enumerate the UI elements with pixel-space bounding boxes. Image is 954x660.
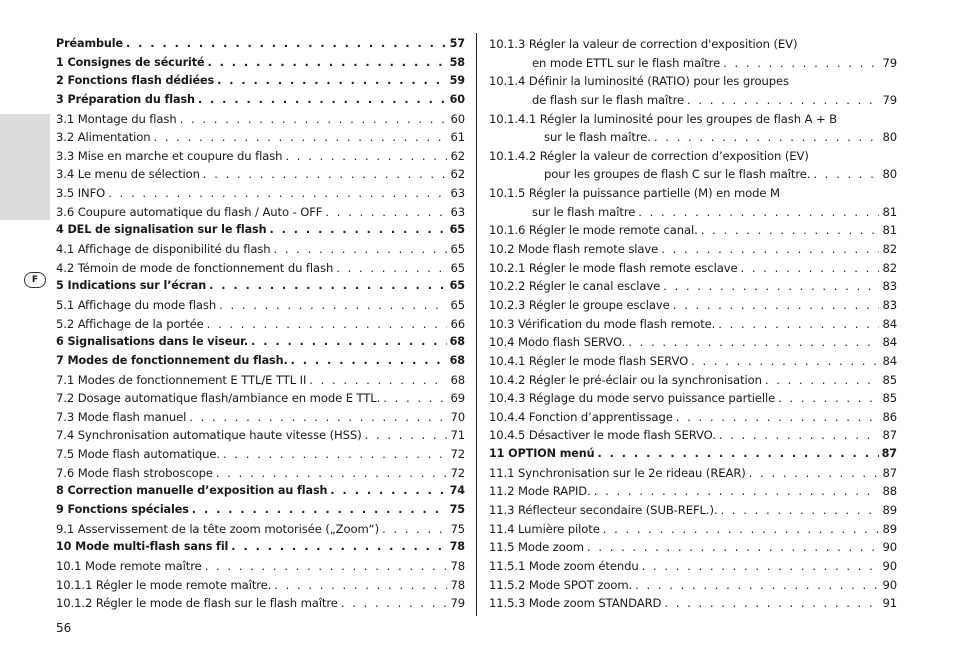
toc-entry-title: sur le flash maître.	[544, 130, 651, 145]
toc-entry-page: 90	[882, 558, 897, 573]
toc-entry-page: 83	[882, 297, 897, 312]
toc-dot-leader	[603, 520, 880, 539]
toc-entry-title: 10.1.4 Définir la luminosité (RATIO) pour les groupes	[489, 74, 789, 89]
toc-entry-title: 10.1.4.1 Régler la luminosité pour les groupes de flash A + B	[489, 111, 838, 126]
toc-entry[interactable]	[489, 426, 897, 445]
toc-dot-leader	[594, 482, 880, 501]
toc-entry-title: 7 Modes de fonctionnement du flash.	[56, 353, 288, 367]
toc-dot-leader	[663, 277, 879, 296]
toc-entry-title: 10.4.2 Régler le pré-éclair ou la synchronisation	[489, 372, 762, 387]
language-side-tab	[0, 114, 50, 285]
toc-entry-page: 65	[450, 297, 465, 312]
toc-entry-title: 1 Consignes de sécurité	[56, 55, 205, 69]
toc-entry-page: 71	[450, 428, 465, 443]
toc-entry[interactable]	[56, 371, 465, 390]
toc-entry-title: 7.1 Modes de fonctionnement E TTL/E TTL II	[56, 372, 307, 387]
toc-entry[interactable]	[56, 91, 465, 110]
toc-entry-page: 72	[450, 465, 465, 480]
toc-entry-page: 90	[882, 540, 897, 555]
toc-entry-title: 10.4.3 Réglage du mode servo puissance partielle	[489, 391, 776, 406]
toc-entry[interactable]	[56, 221, 465, 240]
toc-entry-title: 3.6 Coupure automatique du flash / Auto - OFF	[56, 204, 323, 219]
toc-entry-title: 11.5.3 Mode zoom STANDARD	[489, 596, 662, 611]
toc-dot-leader	[325, 203, 447, 222]
toc-dot-leader	[126, 35, 447, 54]
toc-entry[interactable]	[56, 240, 465, 259]
toc-entry-title: 3.4 Le menu de sélection	[56, 167, 200, 182]
toc-entry[interactable]	[56, 426, 465, 445]
toc-dot-leader	[207, 54, 446, 73]
toc-entry-page: 81	[882, 223, 897, 238]
toc-entry-page: 89	[882, 503, 897, 517]
toc-right-column	[489, 35, 897, 613]
toc-entry-title: 11.3 Réflecteur secondaire (SUB-REFL.).	[489, 503, 718, 517]
toc-dot-leader	[778, 389, 879, 408]
toc-entry-page: 63	[450, 204, 465, 219]
toc-entry-page: 62	[450, 167, 465, 182]
toc-dot-leader	[741, 259, 880, 278]
toc-entry-page: 68	[449, 335, 465, 349]
toc-entry[interactable]	[56, 520, 465, 539]
toc-entry-title: 7.4 Synchronisation automatique haute vitesse (HSS)	[56, 428, 362, 443]
toc-entry-title: pour les groupes de flash C sur le flash maître.	[544, 167, 811, 182]
toc-entry[interactable]	[489, 501, 897, 520]
toc-entry-title: 10.4.5 Désactiver le mode flash SERVO.	[489, 428, 716, 443]
toc-entry-page: 82	[882, 260, 897, 275]
toc-entry-title: 10.1.4.2 Régler la valeur de correction d’exposition (EV)	[489, 148, 809, 163]
toc-entry[interactable]	[489, 110, 897, 129]
toc-dot-leader	[720, 501, 879, 520]
toc-dot-leader	[718, 315, 879, 334]
toc-entry[interactable]	[489, 408, 897, 427]
toc-entry-title: 8 Correction manuelle d’exposition au flash	[56, 484, 328, 498]
toc-entry-title: 10.4 Modo flash SERVO.	[489, 335, 626, 350]
toc-dot-leader	[251, 333, 447, 352]
toc-entry[interactable]	[56, 184, 465, 203]
toc-entry[interactable]	[489, 35, 897, 54]
toc-entry-title: 4 DEL de signalisation sur le flash	[56, 223, 267, 237]
toc-entry-title: 10.4.1 Régler le mode flash SERVO	[489, 353, 689, 368]
toc-dot-leader	[635, 576, 879, 595]
toc-entry-page: 65	[449, 223, 465, 237]
toc-entry-page: 75	[450, 521, 465, 536]
toc-entry-title: 2 Fonctions flash dédiées	[56, 74, 215, 88]
toc-left-column	[56, 35, 465, 613]
toc-entry-page: 80	[882, 130, 897, 145]
toc-entry[interactable]	[489, 128, 897, 147]
toc-entry-title: 3.5 INFO	[56, 186, 106, 201]
toc-dot-leader	[628, 333, 879, 352]
toc-entry-page: 90	[882, 577, 897, 592]
toc-dot-leader	[330, 482, 446, 501]
toc-entry-page: 87	[882, 465, 897, 480]
toc-entry-title: 3.3 Mise en marche et coupure du flash	[56, 148, 283, 163]
toc-dot-leader	[687, 91, 879, 110]
toc-entry-title: 10 Mode multi-flash sans fil	[56, 540, 229, 554]
toc-entry-title: 7.5 Mode flash automatique.	[56, 447, 220, 462]
toc-entry-title: 4.2 Témoin de mode de fonctionnement du flash	[56, 260, 334, 275]
toc-entry[interactable]	[489, 594, 897, 613]
toc-entry[interactable]	[489, 315, 897, 334]
toc-entry[interactable]	[489, 165, 897, 184]
toc-entry-title: 6 Signalisations dans le viseur.	[56, 335, 249, 349]
toc-entry[interactable]	[489, 352, 897, 371]
toc-dot-leader	[203, 165, 448, 184]
toc-entry[interactable]	[56, 296, 465, 315]
toc-entry[interactable]	[56, 352, 465, 371]
toc-dot-leader	[205, 557, 448, 576]
toc-entry[interactable]	[489, 538, 897, 557]
toc-entry-page: 87	[882, 428, 897, 443]
toc-entry[interactable]	[56, 128, 465, 147]
toc-entry[interactable]	[56, 389, 465, 408]
toc-entry[interactable]	[489, 371, 897, 390]
toc-dot-leader	[216, 464, 448, 483]
toc-entry-page: 78	[449, 540, 465, 554]
toc-dot-leader	[336, 259, 447, 278]
toc-entry-page: 62	[450, 148, 465, 163]
toc-entry-page: 61	[450, 130, 465, 145]
toc-dot-leader	[598, 445, 879, 464]
toc-entry-title: 10.2.3 Régler le groupe esclave	[489, 297, 670, 312]
toc-dot-leader	[274, 240, 448, 259]
toc-dot-leader	[219, 296, 447, 315]
toc-entry-page: 60	[450, 111, 465, 126]
toc-dot-leader	[664, 594, 879, 613]
toc-dot-leader	[223, 445, 447, 464]
toc-dot-leader	[749, 464, 880, 483]
toc-entry[interactable]	[56, 594, 465, 613]
toc-dot-leader	[189, 408, 447, 427]
toc-entry-page: 72	[450, 447, 465, 462]
toc-entry-title: 10.1 Mode remote maître	[56, 558, 202, 573]
toc-entry[interactable]	[56, 35, 465, 54]
toc-entry-title: 9.1 Asservissement de la tête zoom motorisée („Zoom“)	[56, 521, 380, 536]
toc-entry-title: 5 Indications sur l’écran	[56, 279, 207, 293]
toc-entry-page: 84	[882, 353, 897, 368]
toc-entry-title: 7.3 Mode flash manuel	[56, 409, 187, 424]
toc-entry-title: en mode ETTL sur le flash maître	[532, 55, 721, 70]
toc-entry-page: 79	[882, 55, 897, 70]
toc-dot-leader	[723, 54, 879, 73]
toc-dot-leader	[341, 594, 448, 613]
toc-entry-page: 74	[449, 484, 465, 498]
toc-dot-leader	[309, 371, 447, 390]
toc-entry-title: 10.1.6 Régler le mode remote canal.	[489, 223, 698, 238]
toc-entry-title: 3.1 Montage du flash	[56, 111, 177, 126]
toc-entry[interactable]	[56, 557, 465, 576]
toc-entry-title: 11 OPTION menú	[489, 447, 595, 461]
toc-dot-leader	[217, 72, 447, 91]
toc-entry[interactable]	[489, 72, 897, 91]
toc-dot-leader	[719, 426, 880, 445]
toc-entry-page: 59	[449, 74, 465, 88]
toc-entry[interactable]	[56, 482, 465, 501]
toc-entry-title: 3.2 Alimentation	[56, 130, 151, 145]
toc-entry-page: 87	[881, 447, 897, 461]
toc-entry[interactable]	[489, 389, 897, 408]
toc-dot-leader	[274, 576, 447, 595]
toc-entry-title: sur le flash maître	[532, 204, 636, 219]
toc-dot-leader	[642, 557, 880, 576]
toc-entry[interactable]	[489, 91, 897, 110]
toc-entry-page: 88	[882, 484, 897, 499]
toc-entry[interactable]	[489, 482, 897, 501]
toc-entry[interactable]	[56, 333, 465, 352]
toc-dot-leader	[192, 501, 447, 520]
toc-entry-page: 84	[882, 335, 897, 350]
toc-entry-title: 11.4 Lumière pilote	[489, 521, 600, 536]
toc-dot-leader	[587, 538, 879, 557]
toc-entry[interactable]	[489, 445, 897, 464]
toc-dot-leader	[291, 352, 447, 371]
toc-entry[interactable]	[56, 203, 465, 222]
toc-entry[interactable]	[56, 445, 465, 464]
toc-entry-title: 10.2.1 Régler le mode flash remote esclave	[489, 260, 738, 275]
toc-entry-page: 69	[450, 391, 465, 406]
toc-entry[interactable]	[489, 464, 897, 483]
toc-entry-page: 80	[882, 167, 897, 182]
toc-entry-title: 5.2 Affichage de la portée	[56, 316, 204, 331]
toc-entry-page: 65	[450, 242, 465, 257]
toc-entry[interactable]	[489, 54, 897, 73]
toc-dot-leader	[285, 147, 447, 166]
toc-dot-leader	[673, 296, 880, 315]
toc-entry-title: 11.5.2 Mode SPOT zoom.	[489, 577, 633, 592]
toc-entry-page: 81	[882, 204, 897, 219]
toc-entry-page: 89	[882, 521, 897, 536]
toc-dot-leader	[661, 240, 879, 259]
toc-entry-page: 65	[449, 279, 465, 293]
toc-entry[interactable]	[56, 72, 465, 91]
toc-dot-leader	[654, 128, 880, 147]
toc-entry[interactable]	[56, 501, 465, 520]
toc-entry-page: 58	[449, 55, 465, 69]
toc-dot-leader	[765, 371, 880, 390]
toc-entry[interactable]	[56, 277, 465, 296]
toc-entry-title: 10.2.2 Régler le canal esclave	[489, 279, 661, 294]
toc-entry-page: 82	[882, 242, 897, 257]
toc-entry-title: 9 Fonctions spéciales	[56, 503, 189, 516]
toc-dot-leader	[207, 315, 448, 334]
toc-entry-title: 10.4.4 Fonction d’apprentissage	[489, 409, 673, 424]
toc-entry-title: de flash sur le flash maître	[532, 92, 685, 107]
toc-entry[interactable]	[56, 315, 465, 334]
toc-entry-page: 78	[450, 577, 465, 592]
toc-dot-leader	[676, 408, 880, 427]
toc-entry-title: 11.1 Synchronisation sur le 2e rideau (REAR)	[489, 465, 746, 480]
toc-dot-leader	[269, 221, 446, 240]
toc-entry-title: 10.1.5 Régler la puissance partielle (M) en mode M	[489, 186, 780, 201]
toc-dot-leader	[180, 110, 448, 129]
toc-entry[interactable]	[56, 147, 465, 166]
toc-entry-page: 78	[450, 558, 465, 573]
toc-entry-page: 66	[450, 316, 465, 331]
toc-entry[interactable]	[56, 464, 465, 483]
toc-entry-page: 75	[449, 503, 465, 516]
toc-entry-title: 5.1 Affichage du mode flash	[56, 297, 217, 312]
toc-entry[interactable]	[56, 576, 465, 595]
toc-entry[interactable]	[489, 259, 897, 278]
toc-entry[interactable]	[489, 557, 897, 576]
toc-entry-page: 79	[882, 92, 897, 107]
toc-entry[interactable]	[489, 520, 897, 539]
toc-entry[interactable]	[489, 221, 897, 240]
toc-entry[interactable]	[489, 184, 897, 203]
toc-entry-title: 10.2 Mode flash remote slave	[489, 242, 659, 257]
language-badge: F	[24, 272, 46, 288]
column-divider	[476, 33, 477, 616]
toc-entry-page: 85	[882, 372, 897, 387]
toc-dot-leader	[209, 277, 447, 296]
toc-entry-title: 4.1 Affichage de disponibilité du flash	[56, 242, 271, 257]
toc-entry-page: 65	[450, 260, 465, 275]
toc-entry[interactable]	[489, 576, 897, 595]
toc-entry-page: 85	[882, 391, 897, 406]
toc-entry[interactable]	[56, 110, 465, 129]
toc-entry[interactable]	[56, 259, 465, 278]
toc-entry-page: 68	[449, 353, 465, 367]
toc-entry-title: 11.2 Mode RAPID.	[489, 484, 591, 499]
toc-entry-title: 11.5.1 Mode zoom étendu	[489, 558, 639, 573]
toc-dot-leader	[691, 352, 879, 371]
toc-entry-title: 7.6 Mode flash stroboscope	[56, 465, 213, 480]
toc-entry-page: 60	[449, 92, 465, 106]
toc-dot-leader	[198, 91, 447, 110]
toc-entry-title: 11.5 Mode zoom	[489, 540, 584, 555]
toc-entry-title: 10.1.1 Régler le mode remote maître.	[56, 577, 272, 592]
toc-entry-page: 91	[882, 596, 897, 611]
toc-entry[interactable]	[489, 240, 897, 259]
toc-entry[interactable]	[489, 147, 897, 166]
toc-dot-leader	[154, 128, 448, 147]
toc-entry-title: 10.1.3 Régler la valeur de correction d'exposition (EV)	[489, 36, 798, 51]
toc-dot-leader	[365, 426, 448, 445]
toc-entry-title: 10.3 Vérification du mode flash remote.	[489, 316, 716, 331]
toc-entry-title: 7.2 Dosage automatique flash/ambiance en mode E TTL.	[56, 391, 381, 406]
toc-entry-title: Préambule	[56, 36, 124, 50]
toc-dot-leader	[108, 184, 447, 203]
toc-dot-leader	[382, 520, 447, 539]
toc-entry-page: 68	[450, 372, 465, 387]
toc-entry[interactable]	[56, 408, 465, 427]
toc-entry[interactable]	[489, 277, 897, 296]
toc-entry-page: 63	[450, 186, 465, 201]
toc-dot-leader	[638, 203, 879, 222]
toc-dot-leader	[701, 221, 880, 240]
toc-entry[interactable]	[56, 165, 465, 184]
toc-dot-leader	[231, 538, 446, 557]
toc-entry[interactable]	[56, 538, 465, 557]
toc-entry[interactable]	[56, 54, 465, 73]
toc-entry[interactable]	[489, 203, 897, 222]
toc-entry-page: 70	[450, 409, 465, 424]
toc-entry-page: 57	[449, 36, 465, 50]
toc-entry[interactable]	[489, 296, 897, 315]
toc-entry-title: 3 Préparation du flash	[56, 92, 195, 106]
toc-entry-page: 79	[450, 596, 465, 611]
toc-entry-title: 10.1.2 Régler le mode de flash sur le flash maître	[56, 596, 338, 611]
toc-entry-page: 86	[882, 409, 897, 424]
toc-entry-page: 83	[882, 279, 897, 294]
toc-entry-page: 84	[882, 316, 897, 331]
toc-entry[interactable]	[489, 333, 897, 352]
toc-dot-leader	[383, 389, 447, 408]
toc-dot-leader	[813, 165, 879, 184]
page-number: 56	[56, 621, 72, 635]
